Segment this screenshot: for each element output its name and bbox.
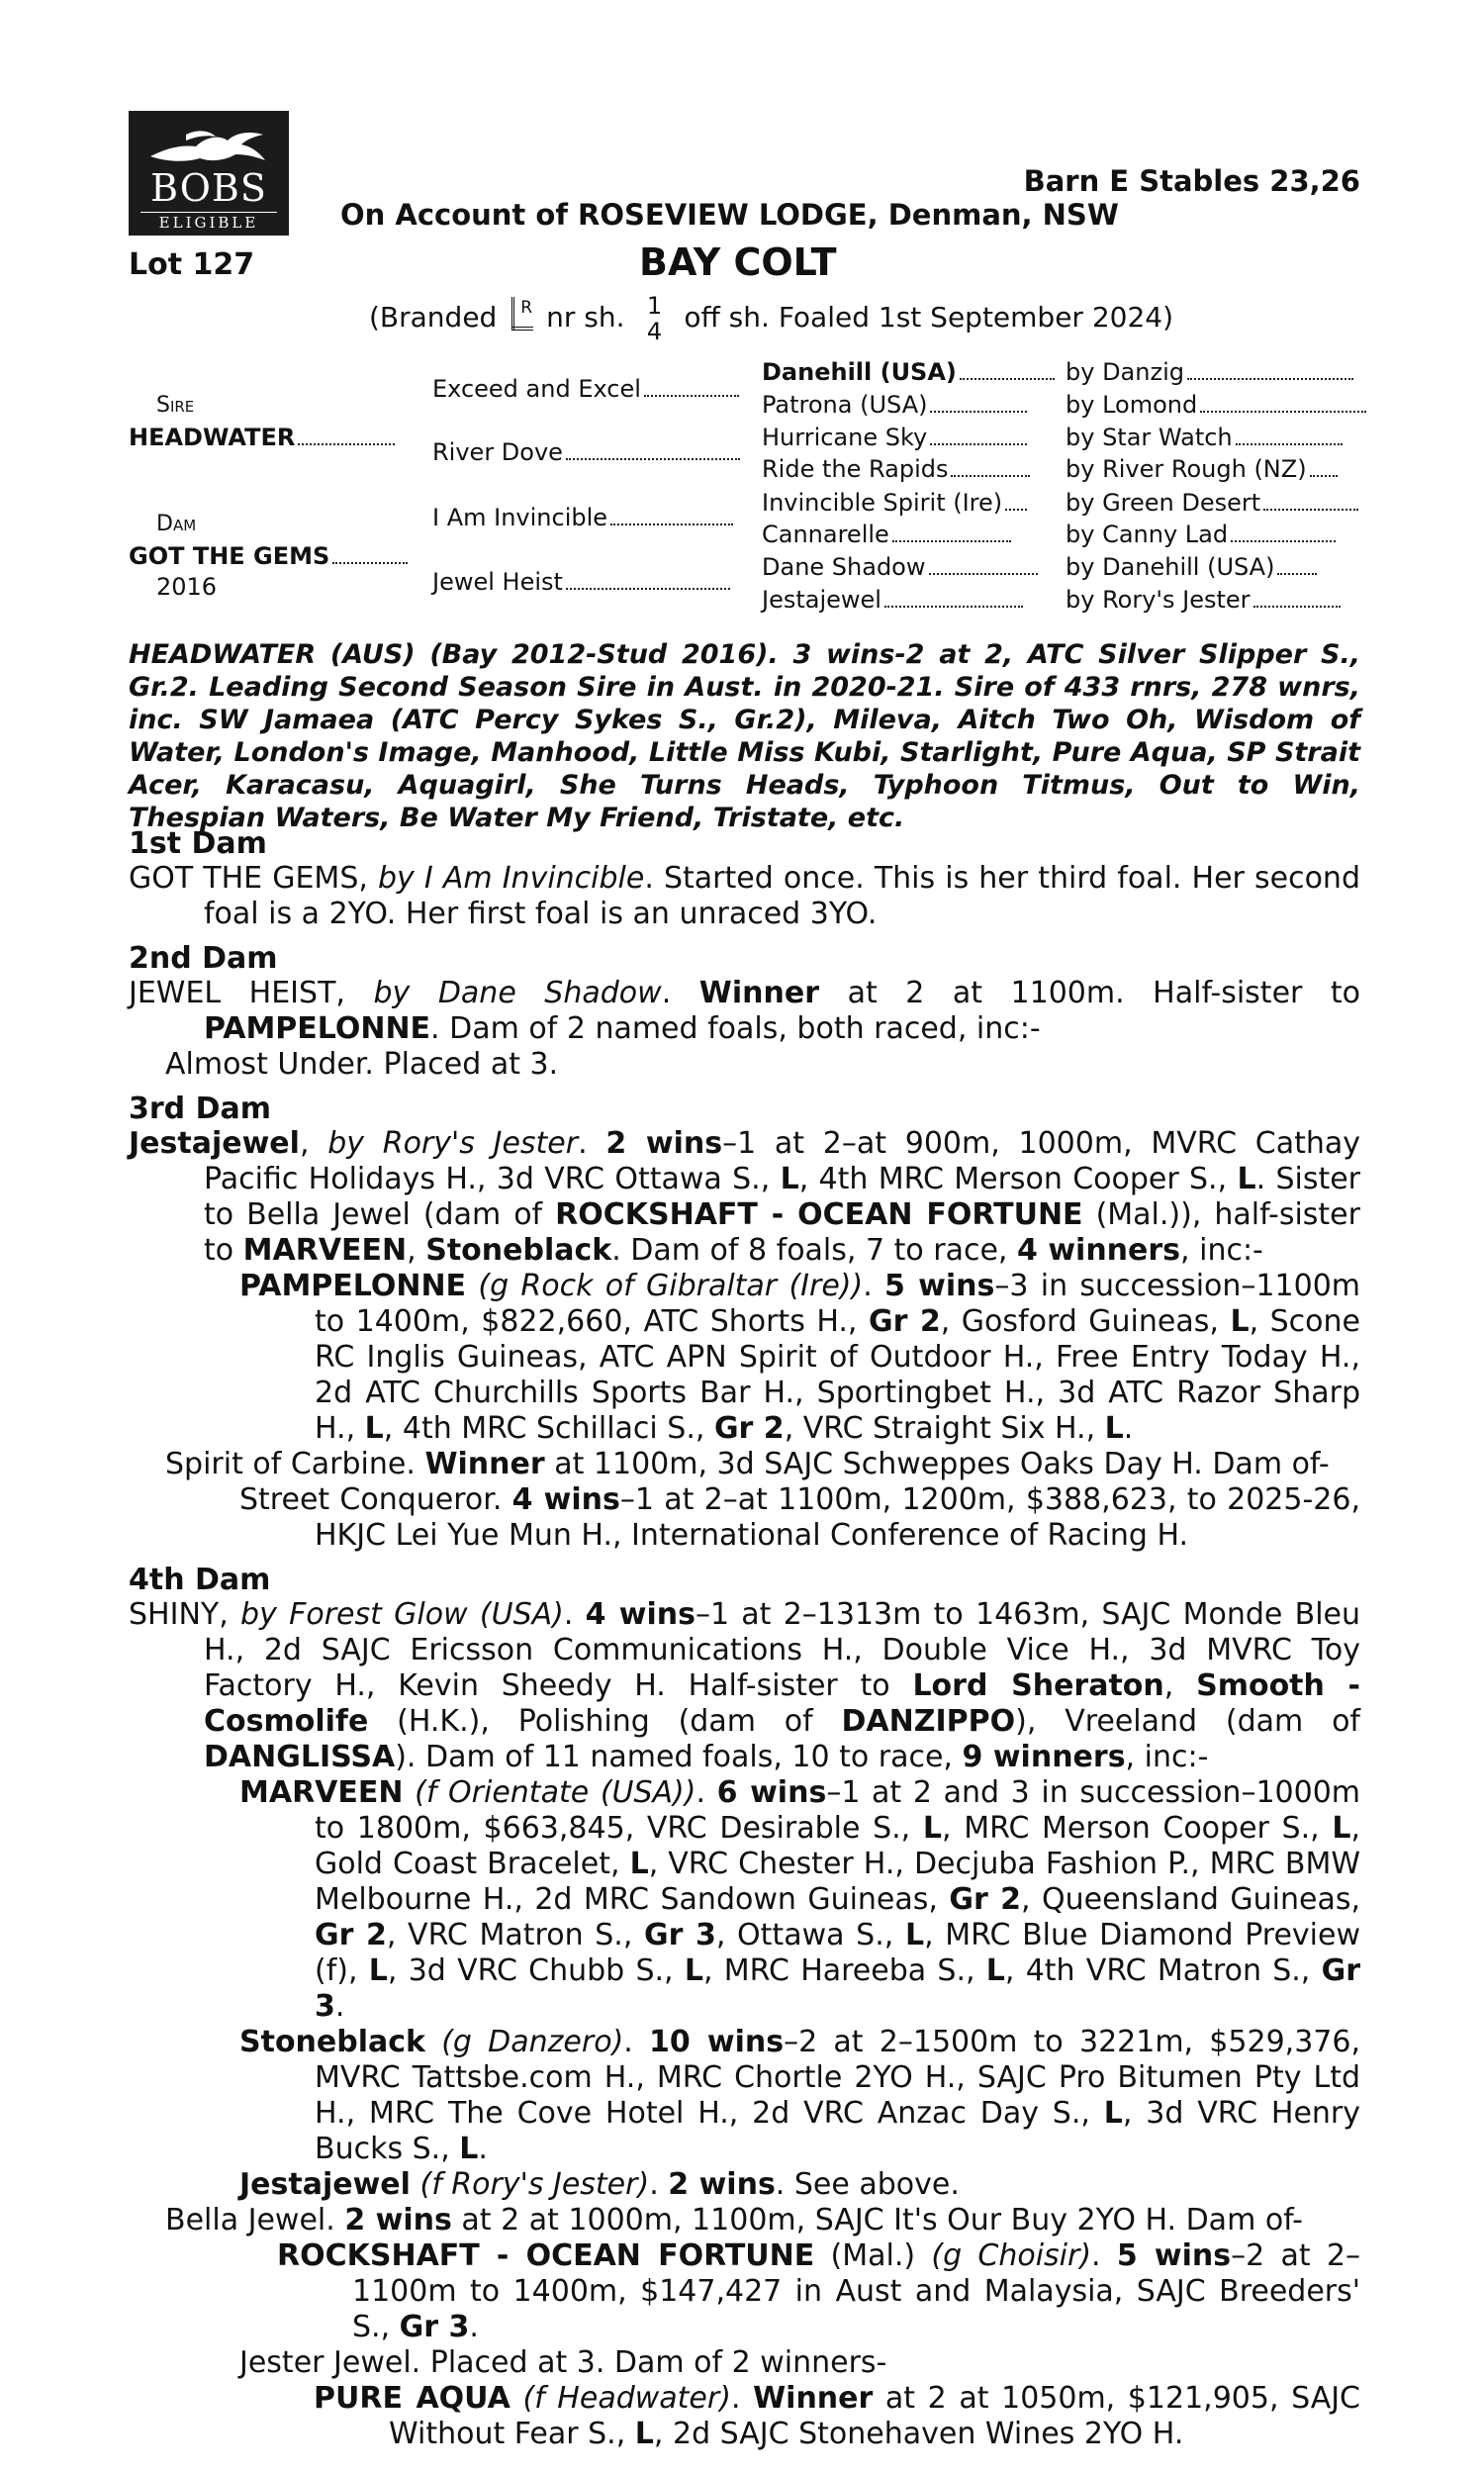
dam-sections (129, 827, 1360, 2452)
pedigree-gen3-row: Jestajewel (762, 585, 1023, 615)
pedigree-gen2: Exceed and Excel (432, 374, 739, 404)
third-dam-entry: Jestajewel, by Rory's Jester. 2 wins–1 at 2–at 900m, 1000m, MVRC Cathay Pacific Holidays H., 3d VRC Ottawa S., L, 4th MRC Merson Cooper S., L. Sister to Bella Jewel (dam of ROCKSHAFT - OCEAN FORTUNE (Mal.)), half-sister to MARVEEN, Stoneblack. Dam of 8 foals, 7 to race, 4 winners, inc:- (129, 1126, 1361, 1268)
progeny-entry: ROCKSHAFT - OCEAN FORTUNE (Mal.) (g Choisir). 5 wins–2 at 2–1100m to 1400m, $147,427 in Aust and Malaysia, SAJC Breeders' S., Gr 3. (277, 2238, 1360, 2344)
pedigree-gen3-row: Danehill (USA) (762, 357, 1055, 387)
section-heading: 4th Dam (129, 1563, 271, 1597)
racehorse-icon (146, 127, 271, 166)
pedigree-gen3-sire: by Canny Lad (1066, 520, 1336, 549)
bobs-eligible-logo (129, 111, 289, 236)
pedigree-gen3-row: Invincible Spirit (Ire) (762, 488, 1027, 518)
pedigree-gen3-sire: by Lomond (1066, 390, 1366, 420)
pedigree-gen2: I Am Invincible (432, 503, 733, 532)
pedigree-gen3-sire: by Danzig (1066, 357, 1353, 387)
brand-nr: nr sh. (546, 301, 625, 333)
progeny-entry: Bella Jewel. 2 wins at 2 at 1000m, 1100m, SAJC It's Our Buy 2YO H. Dam of- (165, 2203, 1303, 2237)
logo-text-eligible: ELIGIBLE (140, 212, 277, 232)
pedigree-gen2: River Dove (432, 437, 740, 467)
account-line: On Account of ROSEVIEW LODGE, Denman, NSW (340, 198, 1119, 232)
progeny-entry: Jestajewel (f Rory's Jester). 2 wins. See above. (239, 2167, 960, 2202)
logo-text-bobs: BOBS (150, 166, 267, 210)
progeny-entry: Stoneblack (g Danzero). 10 wins–2 at 2–1500m to 3221m, $529,376, MVRC Tattsbe.com H., MRC Chortle 2YO H., SAJC Pro Bitumen Pty Ltd H., MRC The Cove Hotel H., 2d VRC Anzac Day S., L, 3d VRC Henry Bucks S., L. (239, 2025, 1360, 2166)
section-heading: 3rd Dam (129, 1092, 271, 1126)
sire-label: Sire (156, 393, 195, 418)
progeny-entry: Almost Under. Placed at 3. (165, 1047, 559, 1082)
dam-label: Dam (156, 512, 197, 536)
progeny-entry: Jester Jewel. Placed at 3. Dam of 2 winners- (239, 2345, 887, 2380)
horse-title: BAY COLT (639, 240, 837, 284)
dam-name: GOT THE GEMS (129, 541, 408, 571)
progeny-entry: Spirit of Carbine. Winner at 1100m, 3d SAJC Schweppes Oaks Day H. Dam of- (165, 1447, 1330, 1481)
pedigree-gen3-row: Hurricane Sky (762, 423, 1027, 452)
dam-year: 2016 (156, 573, 218, 601)
pedigree-gen3-row: Cannarelle (762, 520, 1011, 549)
brand-mark: R (510, 297, 537, 333)
pedigree-gen3-sire: by Rory's Jester (1066, 585, 1341, 615)
lot-number: Lot 127 (129, 247, 255, 282)
fourth-dam-entry: SHINY, by Forest Glow (USA). 4 wins–1 at 2–1313m to 1463m, SAJC Monde Bleu H., 2d SAJC Ericsson Communications H., Double Vice H., 3d MVRC Toy Factory H., Kevin Sheedy H. Half-sister to Lord Sheraton, Smooth - Cosmolife (H.K.), Polishing (dam of DANZIPPO), Vreeland (dam of DANGLISSA). Dam of 11 named foals, 10 to race, 9 winners, inc:- (129, 1597, 1361, 1774)
pedigree-gen3-row: Patrona (USA) (762, 390, 1027, 420)
pedigree-gen3-row: Dane Shadow (762, 552, 1038, 582)
progeny-entry: PURE AQUA (f Headwater). Winner at 2 at 1050m, $121,905, SAJC Without Fear S., L, 2d SAJC Stonehaven Wines 2YO H. (314, 2381, 1361, 2451)
brand-prefix: (Branded (369, 301, 498, 333)
brand-suffix: off sh. Foaled 1st September 2024) (684, 301, 1174, 333)
pedigree-gen3-sire: by River Rough (NZ) (1066, 454, 1338, 484)
sire-description: HEADWATER (AUS) (Bay 2012-Stud 2016). 3 wins-2 at 2, ATC Silver Slipper S., Gr.2. Leading Second Season Sire in Aust. in 2020-21. Sire of 433 rnrs, 278 wnrs, inc. SW Jamaea (ATC Percy Sykes S., Gr.2), Mileva, Aitch Two Oh, Wisdom of Water, London's Image, Manhood, Little Miss Kubi, Starlight, Pure Aqua, SP Strait Acer, Karacasu, Aquagirl, She Turns Heads, Typhoon Titmus, Out to Win, Thespian Waters, Be Water My Friend, Tristate, etc. (129, 639, 1360, 833)
pedigree-gen3-sire: by Danehill (USA) (1066, 552, 1317, 582)
barn-stables: Barn E Stables 23,26 (1023, 164, 1360, 198)
progeny-entry: MARVEEN (f Orientate (USA)). 6 wins–1 at 2 and 3 in succession–1000m to 1800m, $663,845, VRC Desirable S., L, MRC Merson Cooper S., L, Gold Coast Bracelet, L, VRC Chester H., Decjuba Fashion P., MRC BMW Melbourne H., 2d MRC Sandown Guineas, Gr 2, Queensland Guineas, Gr 2, VRC Matron S., Gr 3, Ottawa S., L, MRC Blue Diamond Preview (f), L, 3d VRC Chubb S., L, MRC Hareeba S., L, 4th VRC Matron S., Gr 3. (239, 1775, 1361, 2024)
section-heading: 2nd Dam (129, 941, 278, 976)
sire-name: HEADWATER (129, 423, 395, 452)
pedigree-gen3-row: Ride the Rapids (762, 454, 1030, 484)
progeny-entry: PAMPELONNE (g Rock of Gibraltar (Ire)). 5 wins–3 in succession–1100m to 1400m, $822,660, ATC Shorts H., Gr 2, Gosford Guineas, L, Scone RC Inglis Guineas, ATC APN Spirit of Outdoor H., Free Entry Today H., 2d ATC Churchills Sports Bar H., Sportingbet H., 3d ATC Razor Sharp H., L, 4th MRC Schillaci S., Gr 2, VRC Straight Six H., L. (239, 1269, 1360, 1446)
brand-fraction: 1 4 (646, 292, 663, 345)
pedigree-gen3-sire: by Star Watch (1066, 423, 1343, 452)
brand-line (369, 293, 1173, 344)
pedigree-gen2: Jewel Heist (432, 567, 730, 597)
second-dam-entry: JEWEL HEIST, by Dane Shadow. Winner at 2 at 1100m. Half-sister to PAMPELONNE. Dam of 2 named foals, both raced, inc:- (129, 976, 1361, 1046)
section-heading: 1st Dam (129, 826, 267, 861)
first-dam-entry: GOT THE GEMS, by I Am Invincible. Started once. This is her third foal. Her second foal is a 2YO. Her first foal is an unraced 3YO. (129, 861, 1360, 931)
progeny-entry: Street Conqueror. 4 wins–1 at 2–at 1100m, 1200m, $388,623, to 2025-26, HKJC Lei Yue Mun H., International Conference of Racing H. (239, 1482, 1360, 1553)
pedigree-gen3-sire: by Green Desert (1066, 488, 1358, 518)
